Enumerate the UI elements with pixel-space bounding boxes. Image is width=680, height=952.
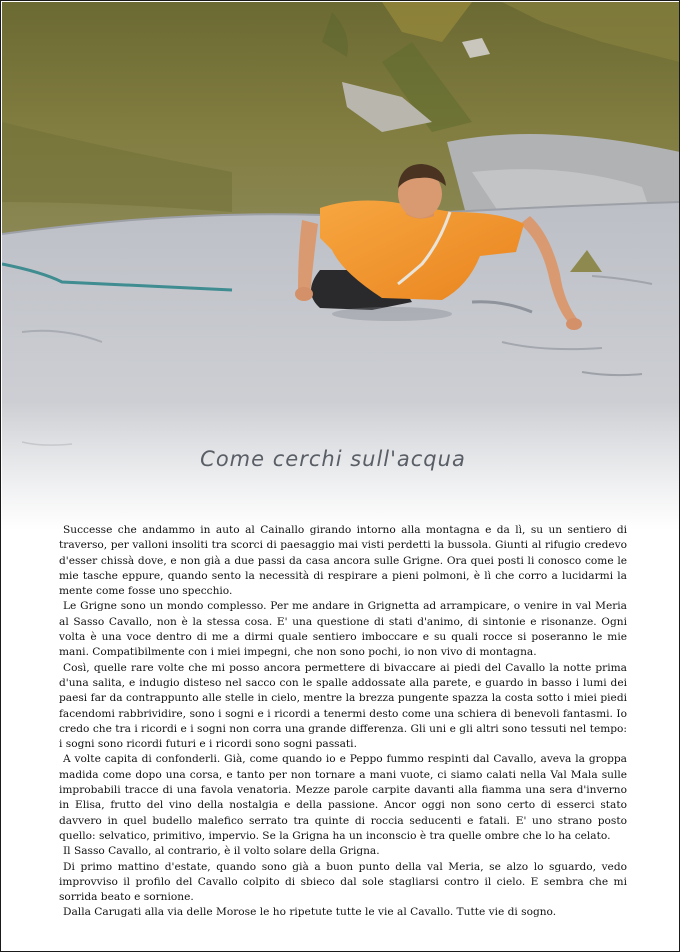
paragraph: Così, quelle rare volte che mi posso ancora permettere di bivaccare ai piedi del Cavallo la notte prima d'una salita, e indugio disteso nel sacco con le spalle addossate alla parete, e guardo in basso i lumi dei paesi far da contrappunto alle stelle in cielo, mentre la brezza pungente spazza la costa sotto i miei piedi facendomi rabbrividire, sono i sogni e i ricordi a tenermi desto come una schiera di benevoli fantasmi. Io credo che tra i ricordi e i sogni non corra una grande differenza. Gli uni e gli altri sono tessuti nel tempo: i sogni sono ricordi futuri e i ricordi sono sogni passati. — [59, 661, 627, 751]
paragraph: Le Grigne sono un mondo complesso. Per me andare in Grignetta ad arrampicare, o venire in val Meria al Sasso Cavallo, non è la stessa cosa. E' una questione di stati d'animo, di sintonie e risonanze. Ogni volta è una voce dentro di me a dirmi quale sentiero imboccare e su quali rocce si poseranno le mie mani. Compatibilmente con i miei impegni, che non sono pochi, io non vivo di montagna. — [59, 600, 627, 659]
paragraph: A volte capita di confonderli. Già, come quando io e Peppo fummo respinti dal Cavallo, aveva la groppa madida come dopo una corsa, e tanto per non tornare a mani vuote, ci siamo calati nella Val Mala sulle improbabili tracce di una favola venatoria. Mezze parole carpite davanti alla fiamma una sera d'inverno in Elisa, frutto del vino della nostalgia e della passione. Ancor oggi non sono certo di esserci stato davvero in quel budello malefico serrato tra quinte di roccia seducenti e fatali. E' uno strano posto quello: selvatico, primitivo, impervio. Se la Grigna ha un inconscio è tra quelle ombre che lo ha celato. — [59, 753, 627, 842]
paragraph: Di primo mattino d'estate, quando sono già a buon punto della val Meria, se alzo lo sguardo, vedo improvviso il profilo del Cavallo colpito di sbieco dal sole stagliarsi contro il cielo. E sembra che mi sorrida beato e sornione. — [59, 860, 627, 904]
paragraph: Il Sasso Cavallo, al contrario, è il volto solare della Grigna. — [63, 845, 380, 858]
paragraph: Successe che andammo in auto al Cainallo girando intorno alla montagna e da lì, su un sentiero di traverso, per valloni insoliti tra scorci di paesaggio mai visti perdetti la bussola. Giunti al rifugio credevo d'esser chissà dove, e non già a due passi da casa ancora sulle Grigne. Ora quei posti li conosco come le mie tasche eppure, quando sento la necessità di respirare a pieni polmoni, è lì che corro a lucidarmi la mente come fosse uno specchio. — [59, 524, 627, 598]
photo-caption: Come cerchi sull'acqua — [200, 447, 466, 471]
body-text — [59, 523, 627, 921]
paragraph: Dalla Carugati alla via delle Morose le ho ripetute tutte le vie al Cavallo. Tutte vie di sogno. — [63, 906, 557, 919]
